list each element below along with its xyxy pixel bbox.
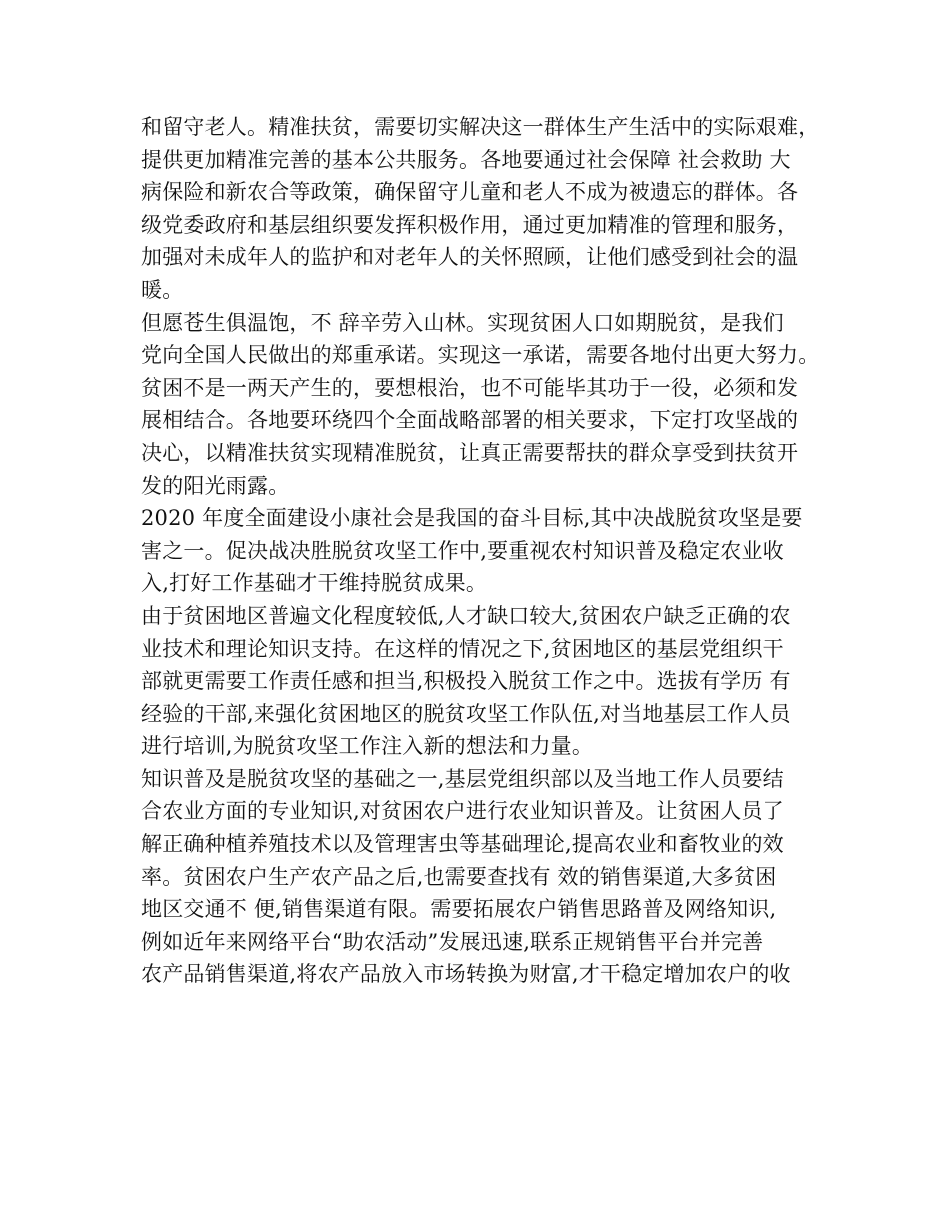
document-body	[141, 111, 820, 991]
text-line: 展相结合。各地要环绕四个全面战略部署的相关要求，下定打攻坚战的	[141, 408, 799, 433]
text-line: 解正确种植养殖技术以及管理害虫等基础理论,提高农业和畜牧业的效	[141, 832, 784, 857]
text-line: 农产品销售渠道,将农产品放入市场转换为财富,才干稳定增加农户的收	[141, 962, 791, 987]
text-line: 知识普及是脱贫攻坚的基础之一,基层党组织部以及当地工作人员要结	[141, 766, 784, 791]
text-line: 例如近年来网络平台“助农活动”发展迅速,联系正规销售平台并完善	[141, 929, 764, 954]
text-line: 党向全国人民做出的郑重承诺。实现这一承诺，需要各地付出更大努力。	[141, 343, 820, 368]
text-line: 地区交通不 便,销售渠道有限。需要拓展农户销售思路普及网络知识,	[141, 897, 777, 922]
text-line: 发的阳光雨露。	[141, 473, 290, 498]
text-line: 进行培训,为脱贫攻坚工作注入新的想法和力量。	[141, 734, 594, 759]
text-line: 但愿苍生俱温饱，不 辞辛劳入山林。实现贫困人口如期脱贫，是我们	[141, 310, 784, 335]
text-line: 业技术和理论知识支持。在这样的情况之下,贫困地区的基层党组织干	[141, 636, 784, 661]
text-line: 害之一。促决战决胜脱贫攻坚工作中,要重视农村知识普及稳定农业收	[141, 538, 784, 563]
text-line: 由于贫困地区普遍文化程度较低,人才缺口较大,贫困农户缺乏正确的农	[141, 603, 791, 628]
text-line: 2020 年度全面建设小康社会是我国的奋斗目标,其中决战脱贫攻坚是要	[141, 506, 803, 531]
text-line: 暖。	[141, 277, 184, 302]
text-line: 加强对未成年人的监护和对老年人的关怀照顾，让他们感受到社会的温	[141, 245, 799, 270]
text-line: 和留守老人。精准扶贫，需要切实解决这一群体生产生活中的实际艰难，	[141, 115, 820, 139]
text-line: 率。贫困农户生产农产品之后,也需要查找有 效的销售渠道,大多贫困	[141, 864, 777, 889]
text-line: 部就更需要工作责任感和担当,积极投入脱贫工作之中。选拔有学历 有	[141, 669, 791, 694]
text-line: 经验的干部,来强化贫困地区的脱贫攻坚工作队伍,对当地基层工作人员	[141, 701, 791, 726]
text-line: 入,打好工作基础才干维持脱贫成果。	[141, 571, 488, 596]
text-line: 病保险和新农合等政策，确保留守儿童和老人不成为被遗忘的群体。各	[141, 180, 799, 205]
text-line: 贫困不是一两天产生的，要想根治，也不可能毕其功于一役，必须和发	[141, 375, 799, 400]
text-line: 决心，以精准扶贫实现精准脱贫，让真正需要帮扶的群众享受到扶贫开	[141, 440, 799, 465]
text-line: 提供更加精准完善的基本公共服务。各地要通过社会保障 社会救助 大	[141, 147, 791, 172]
text-line: 合农业方面的专业知识,对贫困农户进行农业知识普及。让贫困人员了	[141, 799, 784, 824]
text-line: 级党委政府和基层组织要发挥积极作用，通过更加精准的管理和服务，	[141, 212, 799, 237]
